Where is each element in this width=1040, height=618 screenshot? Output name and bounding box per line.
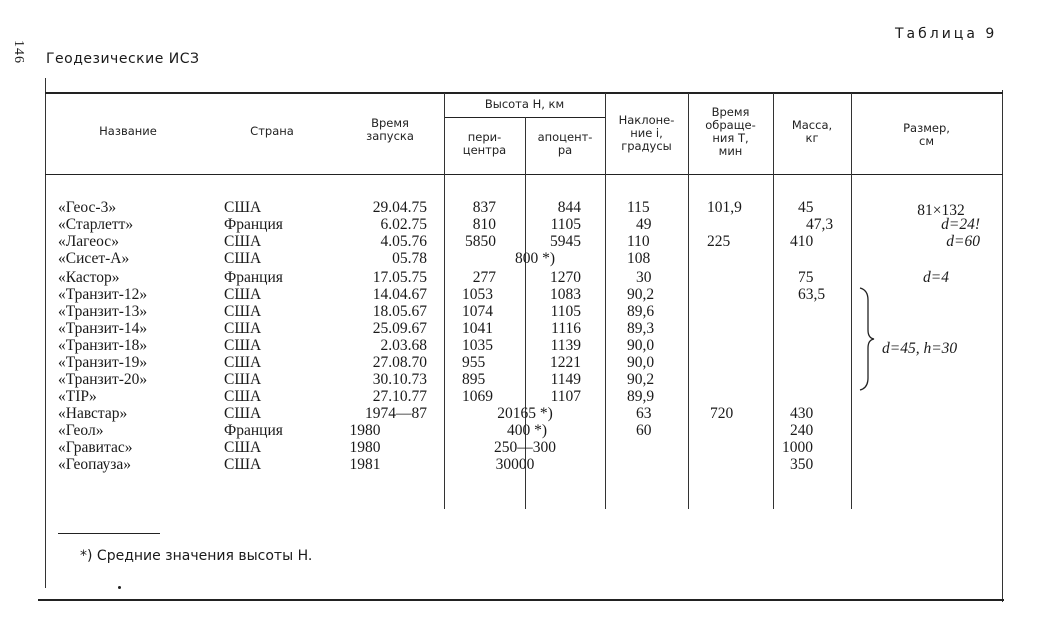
cell-country: США [224,199,262,216]
cell-mass: 410 [790,233,814,250]
cell-country: Франция [224,269,283,286]
footnote-rule [58,533,160,534]
cell-inclination: 89,9 [627,388,655,405]
header-perigee: пери- центра [462,130,507,157]
cell-apogee: 1105 [550,216,581,233]
cell-size: 81×132 [917,202,965,219]
cell-name: «Транзит-19» [58,354,148,371]
cell-apogee: 1116 [551,320,581,337]
cell-apogee: 1083 [550,286,581,303]
header-size: Размер, см [903,121,950,148]
cell-perigee: 895 [462,371,486,388]
cell-perigee: 5850 [465,233,496,250]
table-row [0,233,1040,250]
cell-date: 4.05.76 [380,233,427,250]
table-row [0,422,1040,439]
cell-period: 720 [710,405,734,422]
cell-apogee: 1105 [550,303,581,320]
header-launch: Время запуска [366,116,414,143]
table-row [0,439,1040,456]
cell-date: 27.08.70 [372,354,427,371]
cell-country: США [224,337,262,354]
cell-name: «Геопауза» [58,456,132,473]
cell-perigee: 1053 [462,286,493,303]
cell-inclination: 90,0 [627,337,655,354]
cell-name: «Транзит-12» [58,286,148,303]
group-brace [856,286,876,392]
footnote: *) Средние значения высоты H. [80,548,313,564]
document-title: Геодезические ИСЗ [46,51,200,67]
header-mass: Масса, кг [791,118,833,145]
cell-size: d=60 [946,233,980,250]
cell-height: 250—300 [494,439,556,456]
table-label: Таблица 9 [895,26,998,42]
cell-country: Франция [224,216,283,233]
cell-mass: 430 [790,405,814,422]
cell-country: США [224,439,262,456]
cell-country: США [224,405,262,422]
table-row [0,320,1040,337]
cell-inclination: 30 [636,269,652,286]
cell-apogee: 844 [557,199,581,216]
cell-name: «Геол» [58,422,104,439]
cell-height: 800 *) [514,250,556,267]
cell-country: США [224,456,262,473]
cell-date: 14.04.67 [372,286,427,303]
table-row [0,250,1040,267]
cell-apogee: 1107 [550,388,581,405]
cell-country: США [224,303,262,320]
cell-date: 29.04.75 [372,199,427,216]
cell-country: США [224,354,262,371]
cell-inclination: 108 [627,250,651,267]
cell-inclination: 90,2 [627,286,655,303]
cell-date: 05.78 [392,250,427,267]
cell-size: d=24! [941,216,980,233]
cell-height: 20165 *) [497,405,553,422]
cell-country: Франция [224,422,283,439]
cell-name: «Лагеос» [58,233,119,250]
cell-name: «Транзит-13» [58,303,148,320]
cell-mass: 240 [790,422,814,439]
cell-perigee: 1074 [462,303,493,320]
cell-size: d=4 [923,269,949,286]
cell-name: «Транзит-14» [58,320,148,337]
cell-mass: 47,3 [806,216,834,233]
table-row [0,269,1040,286]
table-row [0,286,1040,303]
cell-period: 225 [707,233,731,250]
cell-date: 30.10.73 [372,371,427,388]
table-row [0,456,1040,473]
cell-mass: 1000 [782,439,813,456]
cell-country: США [224,320,262,337]
cell-inclination: 89,3 [627,320,655,337]
cell-perigee: 1069 [462,388,493,405]
cell-inclination: 90,0 [627,354,655,371]
cell-country: США [224,250,262,267]
header-country: Страна [250,124,294,138]
cell-apogee: 1270 [550,269,581,286]
cell-date: 6.02.75 [380,216,427,233]
cell-country: США [224,371,262,388]
page-bottom-rule [38,599,1004,601]
cell-date: 27.10.77 [372,388,427,405]
header-height: Высота H, км [484,97,565,111]
cell-name: «Навстар» [58,405,128,422]
cell-mass: 45 [798,199,814,216]
cell-name: «Сисет-А» [58,250,130,267]
cell-period: 101,9 [707,199,742,216]
cell-name: «TIP» [58,388,97,405]
header-apogee: апоцент- ра [537,130,593,157]
cell-apogee: 1139 [550,337,581,354]
table-row [0,371,1040,388]
cell-height: 400 *) [506,422,548,439]
table-row [0,216,1040,233]
cell-name: «Транзит-18» [58,337,148,354]
cell-date: 1974—87 [365,405,427,422]
cell-perigee: 1035 [462,337,493,354]
cell-mass: 350 [790,456,814,473]
table-row [0,388,1040,405]
header-name: Название [99,124,157,138]
cell-perigee: 810 [472,216,496,233]
cell-apogee: 5945 [550,233,581,250]
cell-date: 1980 [349,439,381,456]
cell-perigee: 1041 [462,320,493,337]
cell-inclination: 115 [627,199,650,216]
cell-date: 1981 [349,456,381,473]
cell-perigee: 277 [472,269,496,286]
cell-mass: 75 [798,269,814,286]
cell-inclination: 110 [627,233,650,250]
cell-country: США [224,388,262,405]
cell-name: «Транзит-20» [58,371,148,388]
cell-apogee: 1221 [550,354,581,371]
cell-inclination: 89,6 [627,303,655,320]
cell-inclination: 90,2 [627,371,655,388]
transit-size-value: d=45, h=30 [882,340,958,357]
table-row [0,303,1040,320]
cell-country: США [224,233,262,250]
cell-country: США [224,286,262,303]
cell-perigee: 955 [462,354,486,371]
cell-date: 18.05.67 [372,303,427,320]
cell-height: 30000 [495,456,535,473]
cell-name: «Геос-3» [58,199,117,216]
page-number: 146 [11,40,26,64]
table-row [0,199,1040,219]
cell-inclination: 60 [636,422,652,439]
cell-inclination: 49 [636,216,652,233]
cell-name: «Кастор» [58,269,120,286]
table-row [0,405,1040,422]
cell-name: «Гравитас» [58,439,133,456]
cell-mass: 63,5 [798,286,826,303]
table-top-rule [45,92,1003,94]
header-period: Время обраще- ния T, мин [705,105,756,158]
header-bottom-rule [45,174,1003,175]
cell-inclination: 63 [636,405,652,422]
cell-name: «Старлетт» [58,216,134,233]
header-inclination: Наклоне- ние i, градусы [618,113,675,153]
cell-perigee: 837 [472,199,496,216]
stray-mark [118,586,121,589]
cell-date: 2.03.68 [380,337,427,354]
cell-date: 17.05.75 [372,269,427,286]
cell-apogee: 1149 [550,371,581,388]
cell-date: 25.09.67 [372,320,427,337]
cell-date: 1980 [349,422,381,439]
